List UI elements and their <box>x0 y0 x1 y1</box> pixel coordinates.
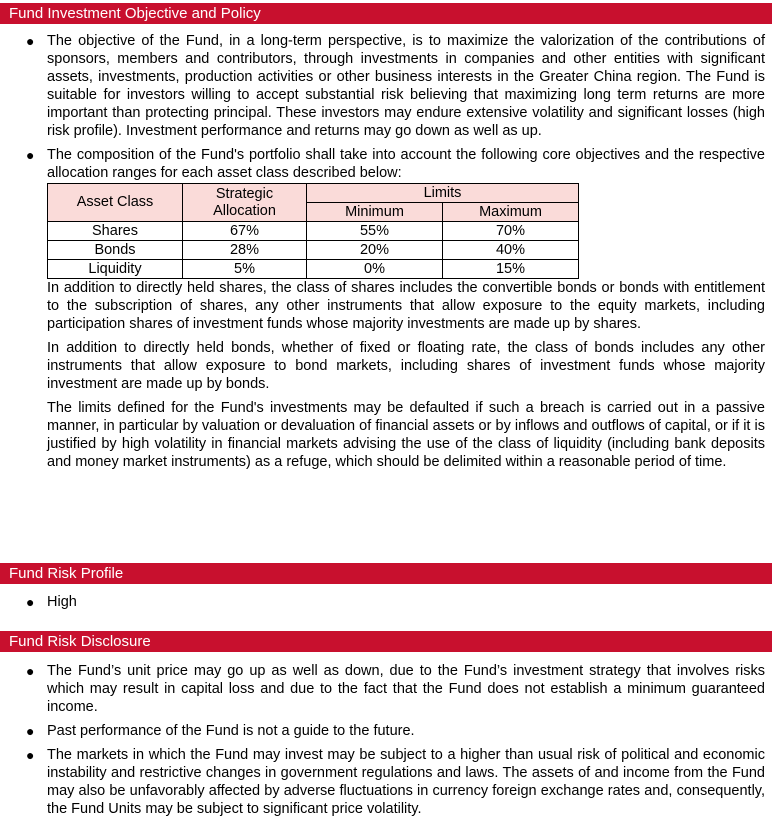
table-row <box>48 260 579 279</box>
risk-profile-section-title: Fund Risk Profile <box>9 565 124 582</box>
objective-section-body <box>0 32 772 471</box>
table-row <box>48 241 579 260</box>
table-row <box>48 222 579 241</box>
table-header-row <box>48 184 579 203</box>
cell-strategic: 28% <box>183 241 307 260</box>
limits-paragraph: The limits defined for the Fund's investments may be defaulted if such a breach is carried out in a passive manner, in particular by valuation or devaluation of financial assets or by inflows and outflows of capital, or if it is justified by high volatility in financial markets advising the use of the class of liquidity (including bank deposits and money market instruments) as a refuge, which should be delimited within a reasonable period of time. <box>47 400 765 470</box>
bullet-icon: ● <box>26 663 35 679</box>
bullet-icon: ● <box>26 594 35 610</box>
bullet-icon: ● <box>26 33 35 49</box>
cell-asset: Shares <box>48 222 183 241</box>
allocation-table <box>47 183 579 279</box>
cell-maximum: 70% <box>443 222 579 241</box>
bullet-icon: ● <box>26 147 35 163</box>
risk-disclosure-bullet-item <box>0 722 772 740</box>
risk-profile-section-body <box>0 593 772 611</box>
cell-asset: Liquidity <box>48 260 183 279</box>
risk-profile-bullet-item <box>0 593 772 611</box>
header-minimum: Minimum <box>307 203 443 222</box>
header-strategic-line1: Strategic <box>215 185 274 202</box>
objective-section-header <box>0 3 772 24</box>
objective-bullet-item <box>0 32 772 140</box>
header-strategic-allocation <box>183 184 307 222</box>
bonds-class-paragraph: In addition to directly held bonds, whether of fixed or floating rate, the class of bonds includes any other instruments that allow exposure to bond markets, including shares of investment funds whose majority investment are made up by bonds. <box>47 340 765 392</box>
cell-strategic: 67% <box>183 222 307 241</box>
shares-class-paragraph: In addition to directly held shares, the class of shares includes the convertible bonds or bonds with entitlement to the subscription of shares, any other instruments that allow exposure to the equity markets, including participation shares of investment funds whose majority investments are made up by shares. <box>47 280 765 332</box>
risk-disclosure-text: The markets in which the Fund may invest may be subject to a higher than usual risk of political and economic instability and restrictive changes in government regulations and laws. The assets of and income from the Fund may also be unfavorably affected by adverse fluctuations in currency foreign exchange rates and, consequently, the Fund Units may be subject to significant price volatility. <box>47 747 765 817</box>
cell-maximum: 40% <box>443 241 579 260</box>
header-asset-class: Asset Class <box>48 184 183 222</box>
cell-minimum: 0% <box>307 260 443 279</box>
risk-profile-section-header <box>0 563 772 584</box>
risk-disclosure-bullet-item <box>0 662 772 716</box>
risk-disclosure-section-body <box>0 662 772 818</box>
cell-minimum: 55% <box>307 222 443 241</box>
header-maximum: Maximum <box>443 203 579 222</box>
bullet-icon: ● <box>26 723 35 739</box>
risk-profile-value: High <box>47 594 77 610</box>
risk-disclosure-section-header <box>0 631 772 652</box>
composition-paragraph: The composition of the Fund's portfolio shall take into account the following core objectives and the respective allocation ranges for each asset class described below: <box>47 147 765 181</box>
header-limits: Limits <box>307 184 579 203</box>
risk-disclosure-text: Past performance of the Fund is not a guide to the future. <box>47 723 415 739</box>
risk-disclosure-section-title: Fund Risk Disclosure <box>9 633 151 650</box>
risk-disclosure-text: The Fund’s unit price may go up as well as down, due to the Fund’s investment strategy that involves risks which may result in capital loss and due to the fact that the Fund does not establish a minimum guaranteed income. <box>47 663 765 715</box>
risk-disclosure-bullet-item <box>0 746 772 818</box>
bullet-icon: ● <box>26 747 35 763</box>
cell-maximum: 15% <box>443 260 579 279</box>
objective-section-title: Fund Investment Objective and Policy <box>9 5 261 22</box>
cell-asset: Bonds <box>48 241 183 260</box>
header-strategic-line2: Allocation <box>213 202 276 219</box>
composition-bullet-item <box>0 146 772 182</box>
objective-paragraph: The objective of the Fund, in a long-term perspective, is to maximize the valorization of the contributions of sponsors, members and contributors, through investments in companies and other entities with significant assets, investments, production activities or other business interests in the Greater China region. The Fund is suitable for investors willing to accept substantial risk believing that maximizing long term returns are more important than protecting principal. These investors may endure extensive volatility and significant losses (high risk profile). Investment performance and returns may go down as well as up. <box>47 33 765 139</box>
cell-strategic: 5% <box>183 260 307 279</box>
cell-minimum: 20% <box>307 241 443 260</box>
